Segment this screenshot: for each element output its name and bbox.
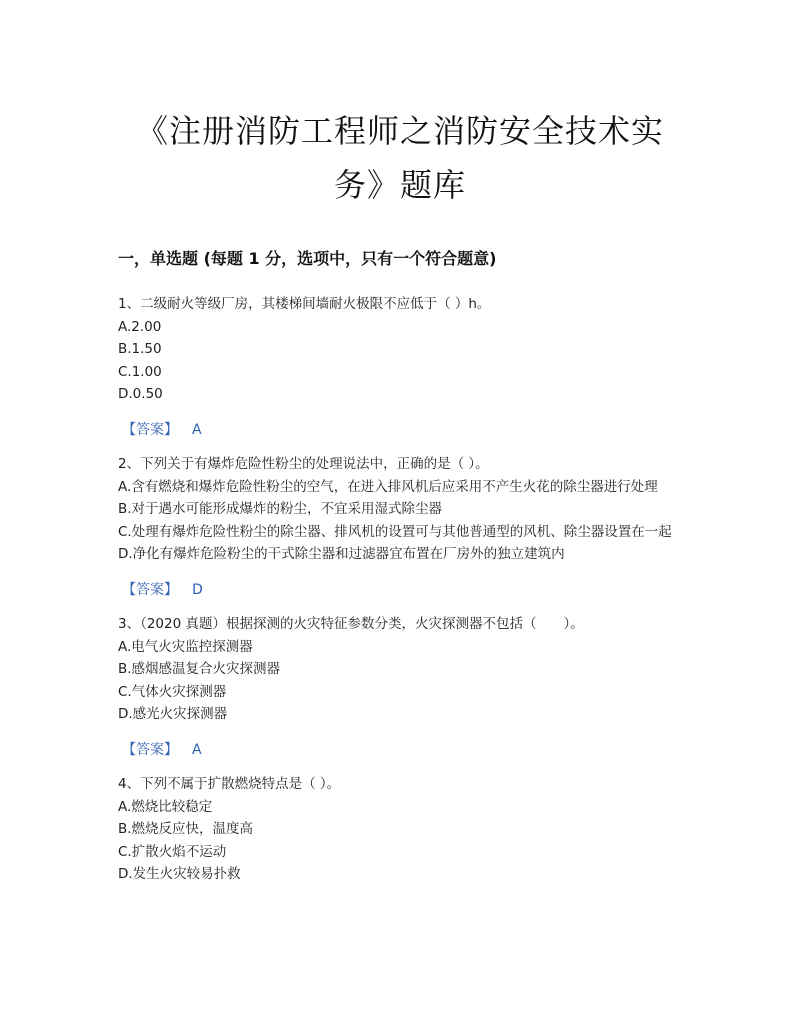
answer-line: [118, 739, 688, 761]
answer-value: D: [192, 581, 203, 598]
question-option: D.感光火灾探测器: [118, 706, 228, 723]
question-stem: 1、二级耐火等级厂房，其楼梯间墙耐火极限不应低于（ ）h。: [118, 296, 491, 312]
question-item: [118, 773, 688, 886]
question-stem: 3、（2020 真题）根据探测的火灾特征参数分类，火灾探测器不包括（ ）。: [118, 615, 584, 632]
question-option: C.扩散火焰不运动: [118, 843, 227, 860]
section-heading: 一，单选题 (每题 1 分，选项中，只有一个符合题意): [118, 249, 497, 268]
question-option: C.1.00: [118, 363, 162, 380]
question-list: [118, 293, 688, 886]
document-title-line-2: 务》题库: [333, 166, 466, 204]
question-option: A.燃烧比较稳定: [118, 798, 213, 815]
question-item: [118, 613, 688, 761]
question-option: C.气体火灾探测器: [118, 683, 227, 700]
question-option: A.2.00: [118, 318, 162, 335]
question-option: B.对于遇水可能形成爆炸的粉尘，不宜采用湿式除尘器: [118, 501, 443, 518]
answer-value: A: [192, 421, 202, 438]
question-option: A.电气火灾监控探测器: [118, 638, 253, 655]
question-option: C.处理有爆炸危险性粉尘的除尘器、排风机的设置可与其他普通型的风机、除尘器设置在一起: [118, 523, 672, 540]
question-item: [118, 453, 688, 601]
document-title: [110, 104, 690, 212]
answer-label: 【答案】: [122, 581, 178, 598]
answer-label: 【答案】: [122, 741, 178, 758]
answer-label: 【答案】: [122, 421, 178, 438]
question-item: [118, 293, 688, 441]
answer-line: [118, 419, 688, 441]
question-stem: 4、下列不属于扩散燃烧特点是（ ）。: [118, 775, 341, 792]
document-title-line-1: 《注册消防工程师之消防安全技术实: [135, 112, 664, 150]
question-option: D.净化有爆炸危险粉尘的干式除尘器和过滤器宜布置在厂房外的独立建筑内: [118, 546, 565, 563]
question-option: B.感烟感温复合火灾探测器: [118, 661, 281, 678]
answer-line: [118, 579, 688, 601]
answer-value: A: [192, 741, 202, 758]
question-option: A.含有燃烧和爆炸危险性粉尘的空气，在进入排风机后应采用不产生火花的除尘器进行处理: [118, 478, 658, 495]
question-option: B.燃烧反应快，温度高: [118, 821, 254, 838]
question-option: D.发生火灾较易扑救: [118, 866, 241, 883]
question-option: B.1.50: [118, 341, 162, 358]
question-option: D.0.50: [118, 386, 163, 403]
question-stem: 2、下列关于有爆炸危险性粉尘的处理说法中，正确的是（ ）。: [118, 455, 489, 472]
